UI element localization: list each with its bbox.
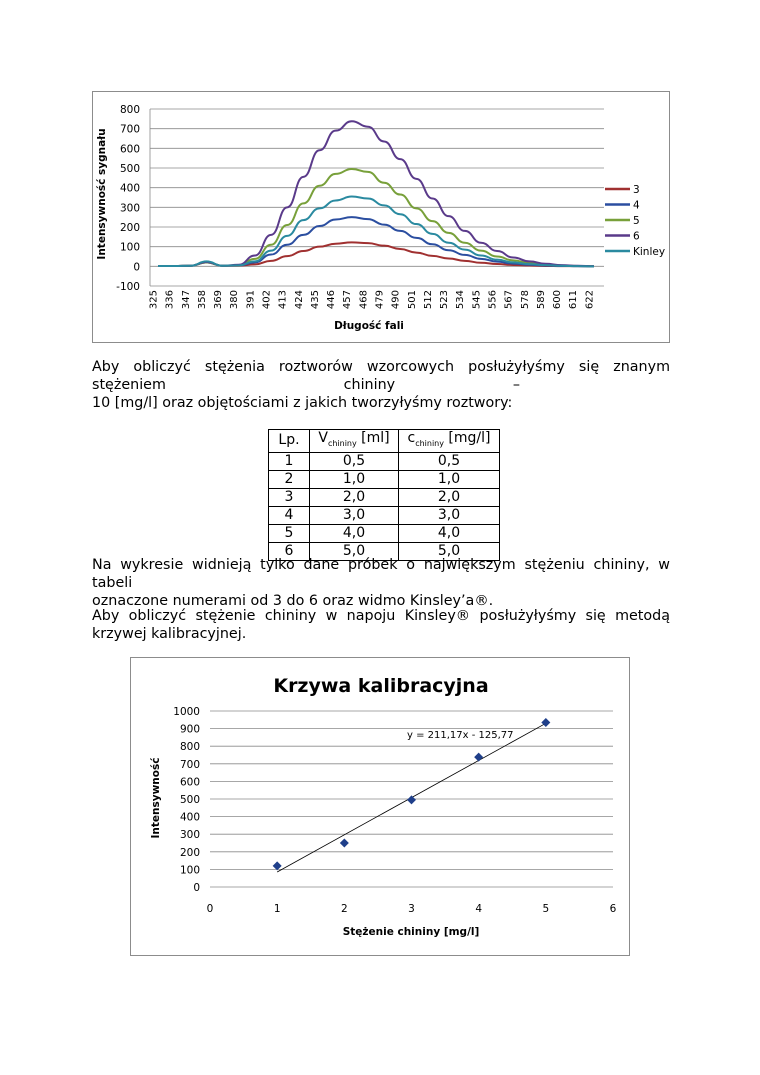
header-volume: $V_{chininy}$ [ml]: [310, 430, 399, 453]
x-tick-label: 391: [245, 290, 257, 310]
table-row: 5 4,0 4,0: [269, 524, 500, 542]
y-tick-label: 100: [179, 864, 200, 877]
word-chininy: chininy: [343, 377, 396, 393]
x-tick-label: 545: [471, 290, 483, 310]
series-line-4: [158, 217, 594, 266]
x-tick-label: 435: [309, 290, 321, 310]
paragraph-line: krzywej kalibracyjnej.: [92, 626, 247, 642]
x-tick-label: 501: [406, 290, 418, 310]
paragraph-line: oznaczone numerami od 3 do 6 oraz widmo Kinsley’a®.: [92, 593, 494, 609]
data-point: [541, 718, 550, 727]
paragraph-line: Na wykresie widnieją tylko dane próbek o największym stężeniu chininy, w tabeli: [92, 557, 670, 591]
legend-label: 5: [633, 215, 640, 227]
legend-label: 6: [633, 230, 640, 243]
spectrum-y-ticks: [116, 104, 140, 293]
data-point: [474, 753, 483, 762]
x-tick-label: 402: [261, 290, 273, 310]
x-tick-label: 622: [584, 290, 596, 310]
header-concentration: $c_{chininy}$ [mg/l]: [399, 430, 500, 453]
x-tick-label: 523: [439, 290, 451, 310]
calibration-x-axis-label: Stężenie chininy [mg/l]: [342, 926, 480, 938]
calibration-chart-title: Krzywa kalibracyjna: [273, 675, 489, 697]
x-tick-label: 578: [519, 290, 531, 310]
x-tick-label: 600: [552, 290, 564, 310]
x-tick-label: 5: [542, 903, 550, 915]
series-line-5: [158, 169, 594, 266]
y-tick-label: 700: [119, 123, 140, 136]
table-row: 4 3,0 3,0: [269, 506, 500, 524]
x-tick-label: 468: [358, 290, 370, 310]
x-tick-label: 512: [422, 290, 434, 310]
y-tick-label: 400: [119, 182, 140, 195]
y-tick-label: 1000: [173, 706, 200, 718]
x-tick-label: 413: [277, 290, 289, 310]
x-tick-label: 611: [568, 290, 580, 310]
x-tick-label: 325: [148, 290, 160, 310]
word-stezeniem: stężeniem: [92, 377, 166, 393]
legend-label: 4: [633, 199, 640, 212]
y-tick-label: 600: [179, 776, 200, 789]
y-tick-label: 200: [179, 846, 200, 859]
header-lp: Lp.: [269, 430, 310, 453]
x-tick-label: 347: [180, 290, 192, 310]
x-tick-label: 2: [340, 903, 348, 915]
spectrum-x-axis-label: Długość fali: [334, 320, 404, 332]
y-tick-label: -100: [116, 281, 140, 293]
x-tick-label: 567: [503, 290, 515, 310]
y-tick-label: 600: [119, 143, 140, 156]
x-tick-label: 446: [326, 290, 338, 310]
calibration-chart-svg: [131, 658, 629, 955]
y-tick-label: 700: [179, 758, 200, 771]
x-tick-label: 534: [455, 290, 467, 310]
x-tick-label: 457: [342, 290, 354, 310]
x-tick-label: 369: [213, 290, 225, 310]
x-tick-label: 380: [229, 290, 241, 310]
x-tick-label: 556: [487, 290, 499, 310]
legend-label: Kinley: [633, 246, 666, 258]
x-tick-label: 336: [164, 290, 176, 310]
y-tick-label: 800: [119, 104, 140, 116]
table-row: 1 0,5 0,5: [269, 452, 500, 470]
calibration-x-ticks: [207, 903, 617, 915]
spectrum-y-axis-label: Intensywność sygnału: [96, 128, 108, 260]
y-tick-label: 300: [119, 202, 140, 215]
dash: –: [512, 377, 520, 393]
table-row: 6 5,0 5,0: [269, 542, 500, 560]
paragraph-line-2: [92, 376, 670, 394]
y-tick-label: 300: [179, 829, 200, 842]
trendline-equation: y = 211,17x - 125,77: [407, 730, 514, 741]
paragraph-chart-note: [92, 556, 670, 610]
calibration-chart: [130, 657, 630, 956]
x-tick-label: 4: [475, 903, 483, 915]
y-tick-label: 0: [133, 261, 140, 274]
y-tick-label: 400: [179, 811, 200, 824]
y-tick-label: 100: [119, 241, 140, 254]
paragraph-calibration: [92, 607, 670, 643]
y-tick-label: 900: [179, 723, 200, 736]
spectrum-legend: [605, 184, 665, 258]
y-tick-label: 500: [119, 163, 140, 175]
table-row: 2 1,0 1,0: [269, 470, 500, 488]
data-point: [407, 795, 416, 804]
x-tick-label: 589: [535, 290, 547, 310]
spectrum-chart-svg: [93, 92, 669, 342]
standards-table: [268, 429, 500, 561]
x-tick-label: 3: [408, 903, 415, 915]
data-point: [340, 839, 349, 848]
paragraph-line: 10 [mg/l] oraz objętościami z jakich tworzyłyśmy roztwory:: [92, 395, 513, 411]
x-tick-label: 1: [273, 903, 281, 915]
spectrum-chart: [92, 91, 670, 343]
y-tick-label: 0: [193, 882, 200, 894]
x-tick-label: 490: [390, 290, 402, 310]
paragraph-standards: [92, 358, 670, 412]
x-tick-label: 358: [196, 290, 208, 310]
x-tick-label: 424: [293, 290, 305, 310]
y-tick-label: 800: [179, 741, 200, 754]
spectrum-series: [158, 121, 594, 266]
paragraph-line: Aby obliczyć stężenie chininy w napoju Kinsley® posłużyłyśmy się metodą: [92, 608, 670, 624]
legend-label: 3: [633, 184, 640, 196]
table-header-row: [269, 430, 500, 453]
x-tick-label: 479: [374, 290, 386, 310]
spectrum-x-ticks: [149, 290, 596, 309]
paragraph-line: Aby obliczyć stężenia roztworów wzorcowych posłużyłyśmy się znanym: [92, 359, 670, 375]
table-row: 3 2,0 2,0: [269, 488, 500, 506]
x-tick-label: 0: [206, 903, 214, 915]
calibration-y-axis-label: Intensywność: [150, 757, 162, 839]
x-tick-label: 6: [609, 903, 617, 915]
y-tick-label: 200: [119, 222, 140, 234]
calibration-y-ticks: [173, 706, 200, 894]
y-tick-label: 500: [179, 794, 200, 806]
